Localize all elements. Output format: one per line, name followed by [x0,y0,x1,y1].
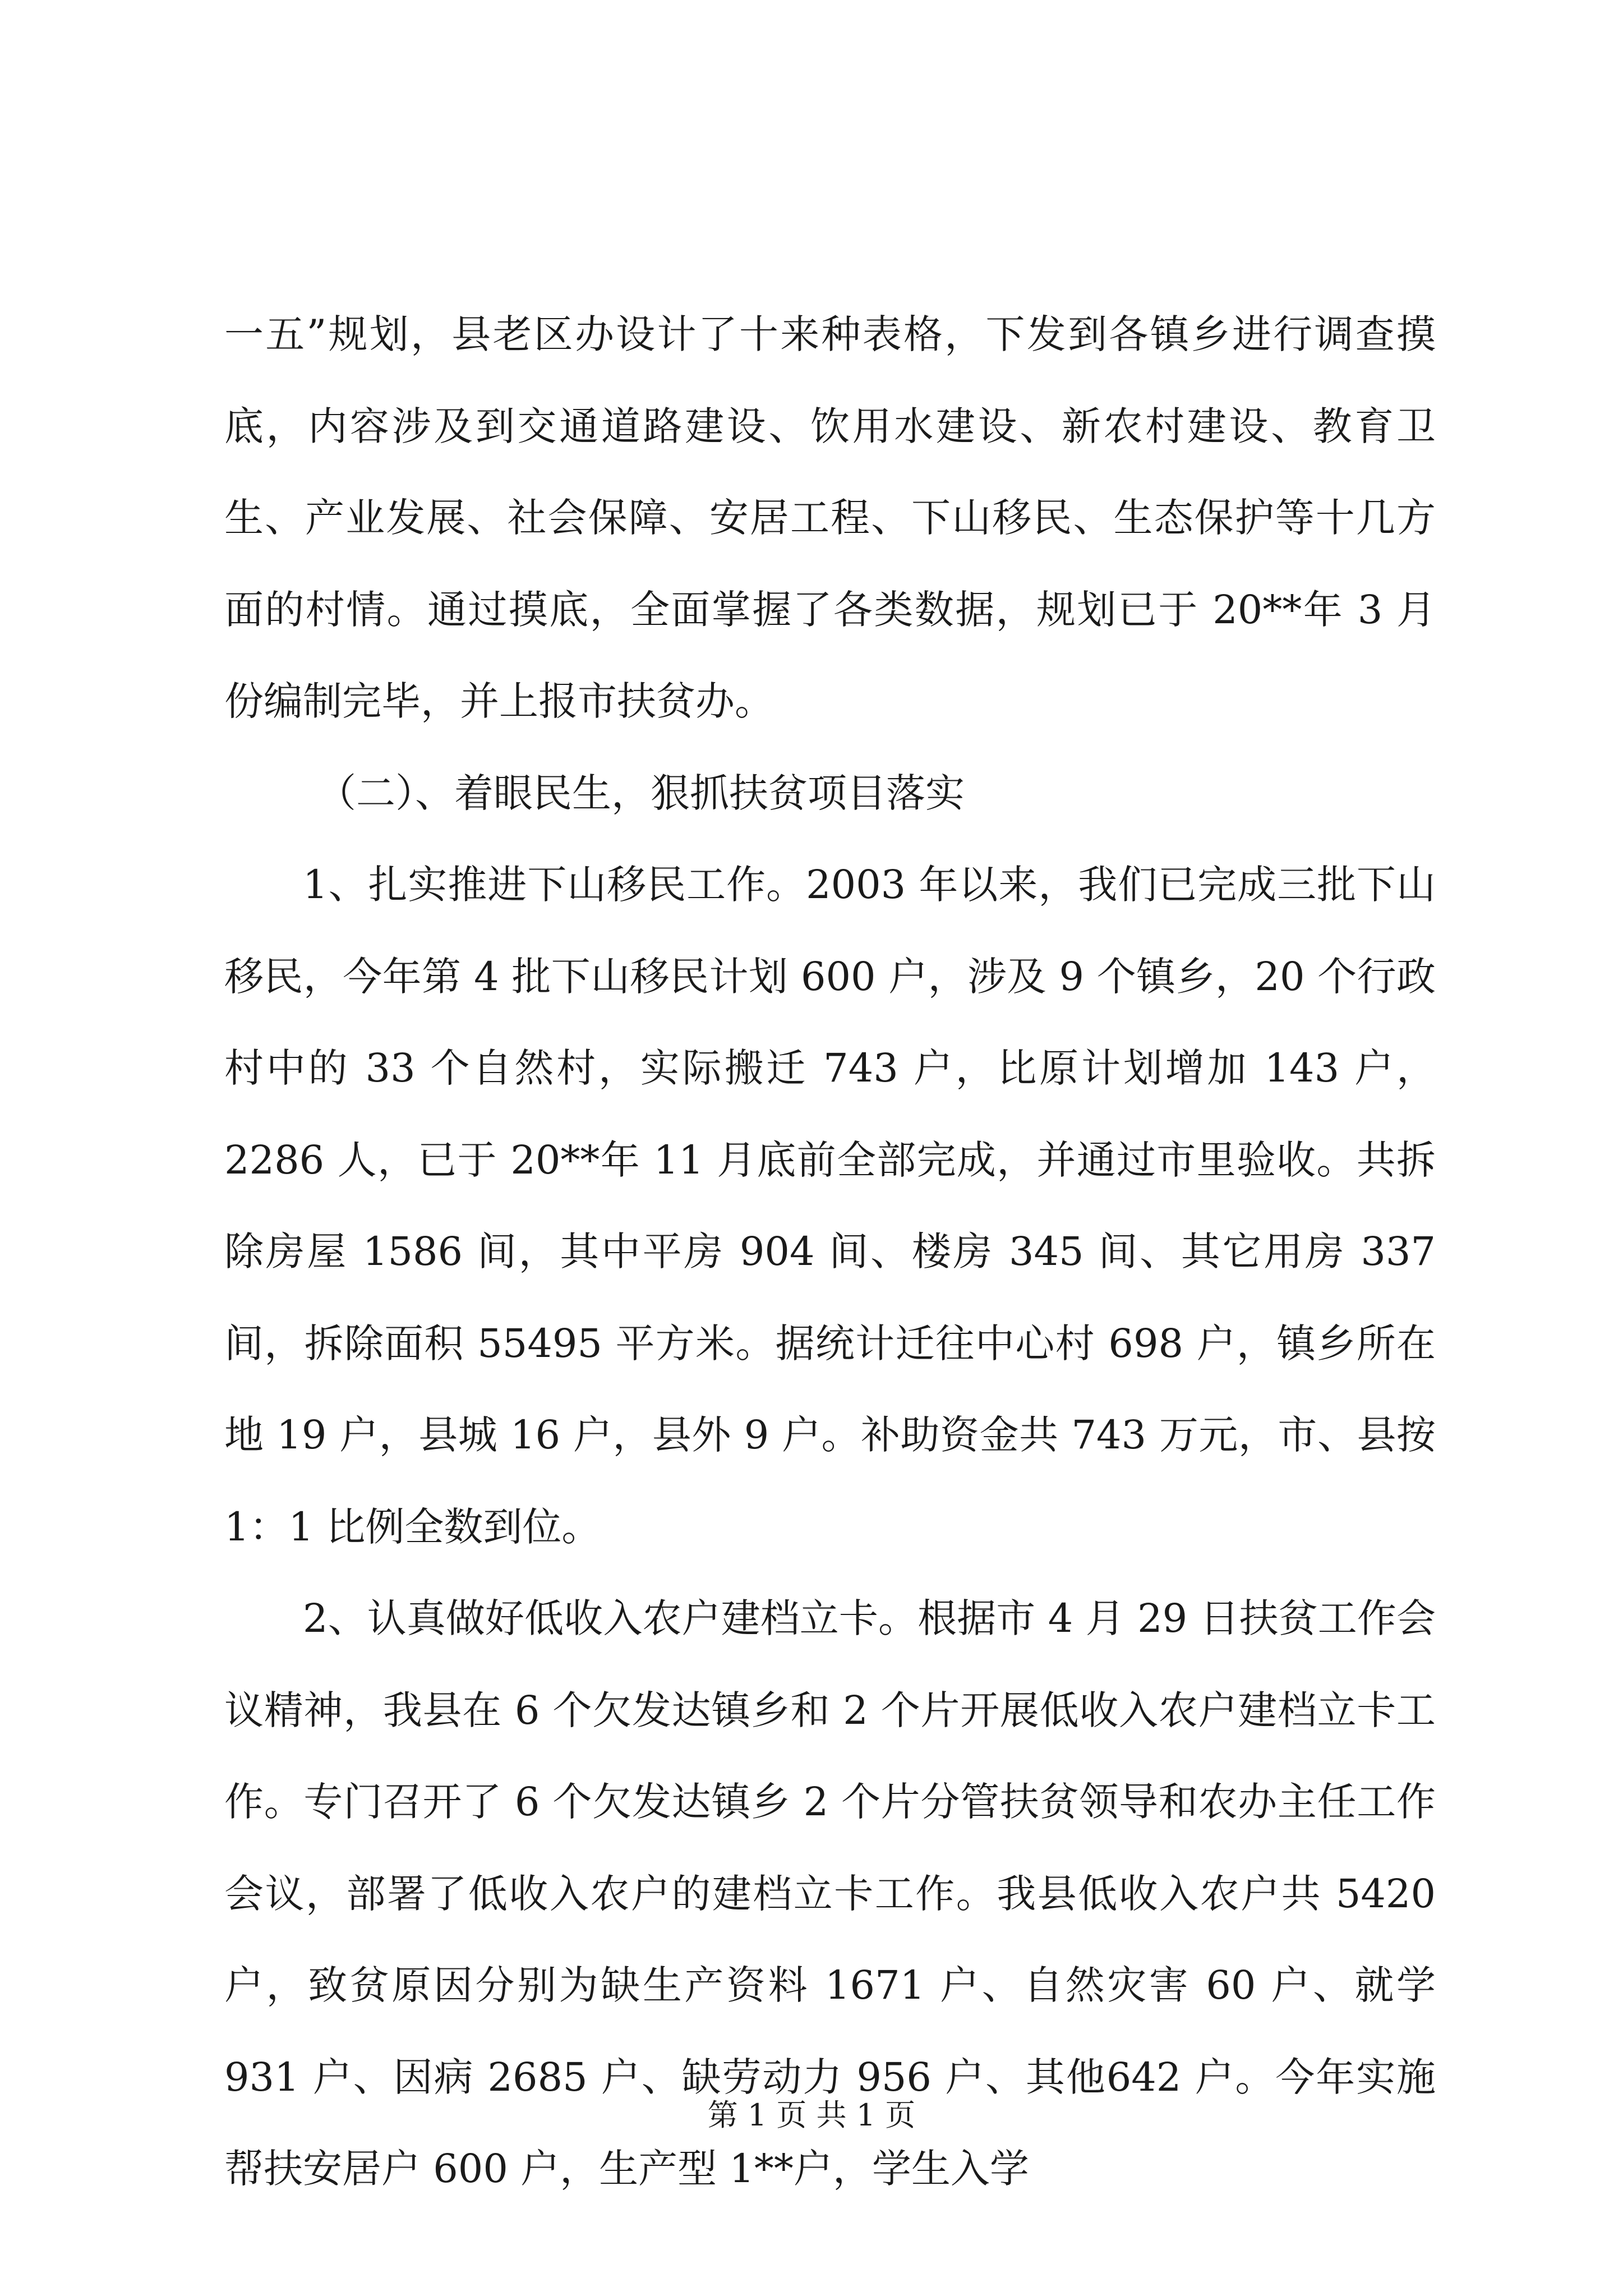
page-number-label: 第 1 页 共 1 页 [707,2097,916,2133]
numbered-item-relocation: 1、扎实推进下山移民工作。2003 年以来，我们已完成三批下山移民，今年第 4 批下山移民计划 600 户，涉及 9 个镇乡，20 个行政村中的 33 个自然村，实际搬迁 743 户，比原计划增加 143 户，2286 人，已于 20**年 11 月底前全部完成，并通过市里验收。共拆除房屋 1586 间，其中平房 904 间、楼房 345 间、其它用房 337 间，拆除面积 55495 平方米。据统计迁往中心村 698 户，镇乡所在地 19 户，县城 16 户，县外 9 户。补助资金共 743 万元，市、县按 1：1 比例全数到位。 [224,862,1436,1550]
page-footer [0,2096,1623,2135]
document-body [224,289,1436,2215]
numbered-item-low-income-files: 2、认真做好低收入农户建档立卡。根据市 4 月 29 日扶贫工作会议精神，我县在 6 个欠发达镇乡和 2 个片开展低收入农户建档立卡工作。专门召开了 6 个欠发达镇乡 2 个片分管扶贫领导和农办主任工作会议，部署了低收入农户的建档立卡工作。我县低收入农户共 5420 户，致贫原因分别为缺生产资料 1671 户、自然灾害 60 户、就学 931 户、因病 2685 户、缺劳动力 956 户、其他642 户。今年实施帮扶安居户 600 户，生产型 1**户，学生入学 [224,1595,1436,2192]
section-heading: （二）、着眼民生，狠抓扶贫项目落实 [317,770,965,816]
body-paragraph-planning-survey: 一五”规划，县老区办设计了十来种表格，下发到各镇乡进行调查摸底，内容涉及到交通道路建设、饮用水建设、新农村建设、教育卫生、产业发展、社会保障、安居工程、下山移民、生态保护等十几方面的村情。通过摸底，全面掌握了各类数据，规划已于 20**年 3 月份编制完毕，并上报市扶贫办。 [224,311,1436,724]
